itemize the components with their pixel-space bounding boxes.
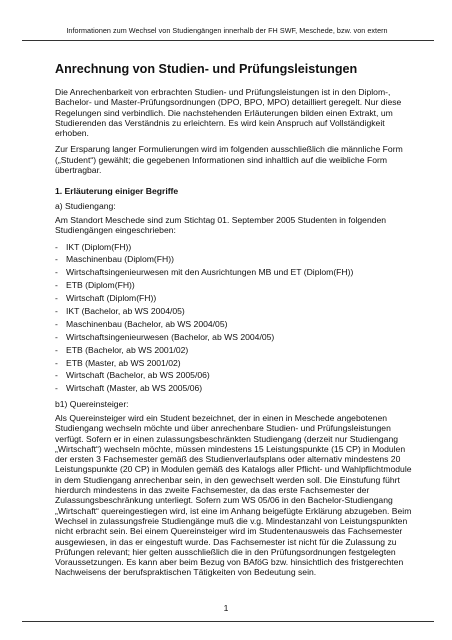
- bullet: -: [55, 357, 58, 368]
- bullet: -: [55, 241, 58, 252]
- list-item-text: Wirtschaft (Bachelor, ab WS 2005/06): [66, 370, 210, 381]
- list-item: [55, 280, 415, 290]
- page-number: 1: [223, 603, 229, 613]
- bullet: -: [55, 280, 58, 291]
- page-header: Informationen zum Wechsel von Studiengängen innerhalb der FH SWF, Meschede, bzw. von extern: [66, 26, 388, 35]
- list-item: [55, 267, 415, 277]
- bullet: -: [55, 318, 58, 329]
- list-item: [55, 242, 415, 252]
- list-item-text: Wirtschaftsingenieurwesen (Bachelor, ab WS 2004/05): [66, 331, 275, 342]
- intro-paragraph-1: Die Anrechenbarkeit von erbrachten Studien- und Prüfungsleistungen ist in den Diplom-, Bachelor- und Master-Prüfungsordnungen (DPO, BPO, MPO) detailliert geregelt. Nur diese Regelungen sind verbindlich. Die nachstehenden Erläuterungen bilden einen Extrakt, um Studierenden das Verständnis zu erleichtern. Es wird kein Anspruch auf Vollständigkeit erhoben.: [55, 87, 402, 139]
- list-item: [55, 306, 415, 316]
- list-item: [55, 370, 415, 380]
- bullet: -: [55, 344, 58, 355]
- list-item: [55, 383, 415, 393]
- bullet: -: [55, 254, 58, 265]
- subsection-b1-text: Als Quereinsteiger wird ein Student bezeichnet, der in einen in Meschede angebotenen Studiengang wechseln möchte und über anrechenbare Studien- und Prüfungsleistungen verfügt. Sofern er in einen zulassungsbeschränkten Studiengang (derzeit nur Studiengang „Wirtschaft“) wechseln möchte, müssen mindestens 15 Leistungspunkte (15 CP) in Modulen der ersten 3 Fachsemester gemäß des Studienverlaufsplans oder alternativ mindestens 20 Leistungspunkte (20 CP) in Modulen gemäß des Katalogs aller Pflicht- und Wahlpflichtmodule in dem Studiengang anrechenbar sein, in den gewechselt werden soll. Die Einstufung führt hierdurch mindestens in das zweite Fachsemester, da das erste Fachsemester der Zulassungsbeschränkung unterliegt. Sofern zum WS 05/06 in den Bachelor-Studiengang „Wirtschaft“ quereingestiegen wird, ist eine im Anhang beigefügte Erklärung abzugeben. Beim Wechsel in zulassungsfreie Studiengänge muß die v.g. Mindestanzahl von Leistungspunkten nicht erbracht sein. Bei einem Quereinsteiger wird im Studentenausweis das Fachsemester ausgewiesen, in das er eingestuft wurde. Das Fachsemester ist nicht für die Zulassung zu Prüfungen relevant; hier gelten ausschließlich die in den Prüfungsordnungen festgelegten Voraussetzungen. Es kann aber beim Bezug von BAföG bzw. hinsichtlich des fristgerechten Nachweisens der berufspraktischen Tätigkeiten von Bedeutung sein.: [55, 412, 412, 578]
- bullet: -: [55, 267, 58, 278]
- list-item-text: ETB (Diplom(FH)): [66, 280, 135, 291]
- list-item-text: Maschinenbau (Diplom(FH)): [66, 254, 174, 265]
- bullet: -: [55, 331, 58, 342]
- header-divider: [22, 40, 434, 41]
- list-item: [55, 254, 415, 264]
- list-item: [55, 358, 415, 368]
- footer-divider: [22, 621, 434, 622]
- intro-paragraph-2: Zur Ersparung langer Formulierungen wird im folgenden ausschließlich die männliche Form („Student“) gewählt; die gegebenen Informationen sind inhaltlich auf die weibliche Form übertragbar.: [55, 144, 403, 176]
- list-item-text: IKT (Bachelor, ab WS 2004/05): [66, 306, 185, 317]
- list-item-text: Wirtschaft (Diplom(FH)): [66, 293, 157, 304]
- page-title: Anrechnung von Studien- und Prüfungsleistungen: [55, 62, 358, 76]
- subsection-label-a: a) Studiengang:: [55, 200, 116, 211]
- bullet: -: [55, 370, 58, 381]
- list-item-text: ETB (Master, ab WS 2001/02): [66, 357, 181, 368]
- list-item-text: Wirtschaft (Master, ab WS 2005/06): [66, 383, 203, 394]
- list-item-text: ETB (Bachelor, ab WS 2001/02): [66, 344, 189, 355]
- bullet: -: [55, 383, 58, 394]
- list-item: [55, 293, 415, 303]
- list-item-text: Wirtschaftsingenieurwesen mit den Ausrichtungen MB und ET (Diplom(FH)): [66, 267, 354, 278]
- list-item: [55, 319, 415, 329]
- program-list: [55, 242, 415, 394]
- list-item: [55, 345, 415, 355]
- section-heading: 1. Erläuterung einiger Begriffe: [55, 186, 179, 197]
- document-body: [55, 87, 415, 584]
- subsection-a-text: Am Standort Meschede sind zum Stichtag 01. September 2005 Studenten in folgenden Studiengängen eingeschrieben:: [55, 214, 387, 236]
- list-item-text: IKT (Diplom(FH)): [66, 241, 132, 252]
- subsection-label-b1: b1) Quereinsteiger:: [55, 398, 129, 409]
- bullet: -: [55, 306, 58, 317]
- list-item-text: Maschinenbau (Bachelor, ab WS 2004/05): [66, 318, 228, 329]
- bullet: -: [55, 293, 58, 304]
- list-item: [55, 332, 415, 342]
